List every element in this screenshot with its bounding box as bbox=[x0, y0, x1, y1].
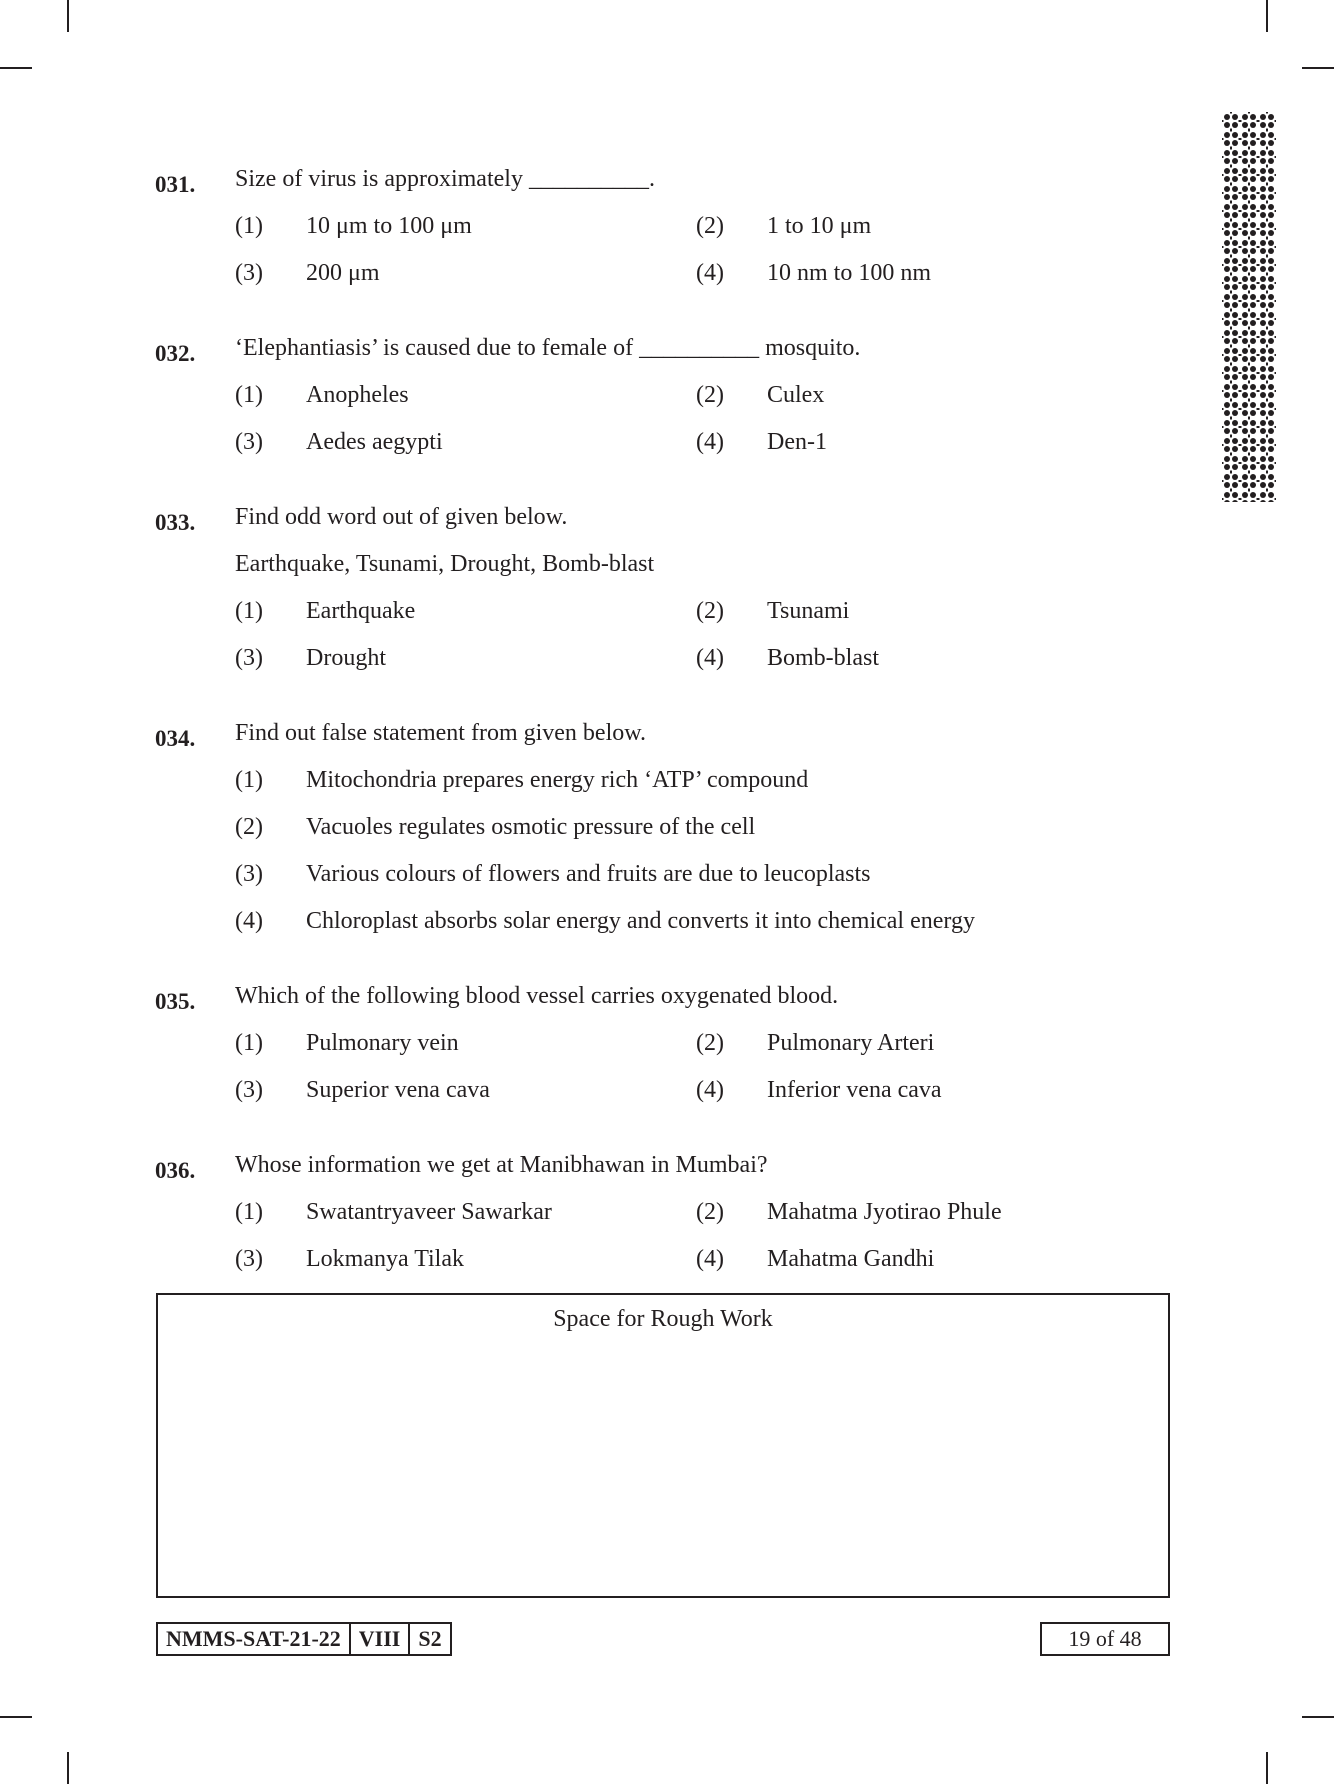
crop-mark bbox=[1266, 0, 1268, 32]
footer-exam-info bbox=[156, 1622, 452, 1656]
question-031: 031. Size of virus is approximately __________. (1) 10 μm to 100 μm (2) 1 to 10 μm (3) 200 μm (4) 10 nm to 100 nm bbox=[155, 166, 932, 286]
crop-mark bbox=[67, 1752, 69, 1784]
question-text: Whose information we get at Manibhawan in Mumbai? bbox=[235, 1152, 768, 1178]
rough-work-box bbox=[156, 1293, 1170, 1598]
crop-mark bbox=[1266, 1752, 1268, 1784]
question-text: ‘Elephantiasis’ is caused due to female of __________ mosquito. bbox=[235, 335, 861, 361]
question-text: Which of the following blood vessel carries oxygenated blood. bbox=[235, 983, 839, 1009]
question-number: 034. bbox=[155, 726, 196, 751]
crop-mark bbox=[1302, 67, 1334, 69]
question-number: 035. bbox=[155, 989, 196, 1014]
crop-mark bbox=[0, 67, 32, 69]
question-number: 033. bbox=[155, 510, 196, 535]
page-number: 19 of 48 bbox=[1040, 1622, 1170, 1656]
rough-work-title: Space for Rough Work bbox=[553, 1306, 773, 1332]
question-032: 032. ‘Elephantiasis’ is caused due to female of __________ mosquito. (1) Anopheles (2) Culex (3) Aedes aegypti (4) Den-1 bbox=[155, 335, 861, 455]
crop-mark bbox=[0, 1716, 32, 1718]
question-subtext: Earthquake, Tsunami, Drought, Bomb-blast bbox=[235, 551, 655, 577]
exam-code: NMMS-SAT-21-22 bbox=[166, 1626, 341, 1651]
question-035: 035. Which of the following blood vessel carries oxygenated blood. (1) Pulmonary vein (2) Pulmonary Arteri (3) Superior vena cava (4) Inferior vena cava bbox=[155, 983, 942, 1103]
standard: VIII bbox=[349, 1624, 409, 1654]
question-number: 032. bbox=[155, 341, 196, 366]
question-text: Find odd word out of given below. bbox=[235, 504, 568, 530]
crop-mark bbox=[1302, 1716, 1334, 1718]
question-text: Find out false statement from given below. bbox=[235, 720, 647, 746]
question-036: 036. Whose information we get at Manibhawan in Mumbai? (1) Swatantryaveer Sawarkar (2) Mahatma Jyotirao Phule (3) Lokmanya Tilak (4) Mahatma Gandhi bbox=[155, 1152, 1002, 1272]
question-034: 034. Find out false statement from given below. (1) Mitochondria prepares energy rich ‘ATP’ compound (2) Vacuoles regulates osmotic pressure of the cell (3) Various colours of flowers and fruits are due to leucoplasts (4) Chloroplast absorbs solar energy and converts it into chemical energy bbox=[155, 720, 975, 934]
crop-mark bbox=[67, 0, 69, 32]
question-number: 036. bbox=[155, 1158, 196, 1183]
side-pattern bbox=[1222, 112, 1276, 502]
set-code: S2 bbox=[408, 1624, 449, 1654]
question-text: Size of virus is approximately __________. bbox=[235, 166, 655, 192]
question-033: 033. Find odd word out of given below. Earthquake, Tsunami, Drought, Bomb-blast (1) Earthquake (2) Tsunami (3) Drought (4) Bomb-blast bbox=[155, 504, 879, 671]
question-number: 031. bbox=[155, 172, 196, 197]
